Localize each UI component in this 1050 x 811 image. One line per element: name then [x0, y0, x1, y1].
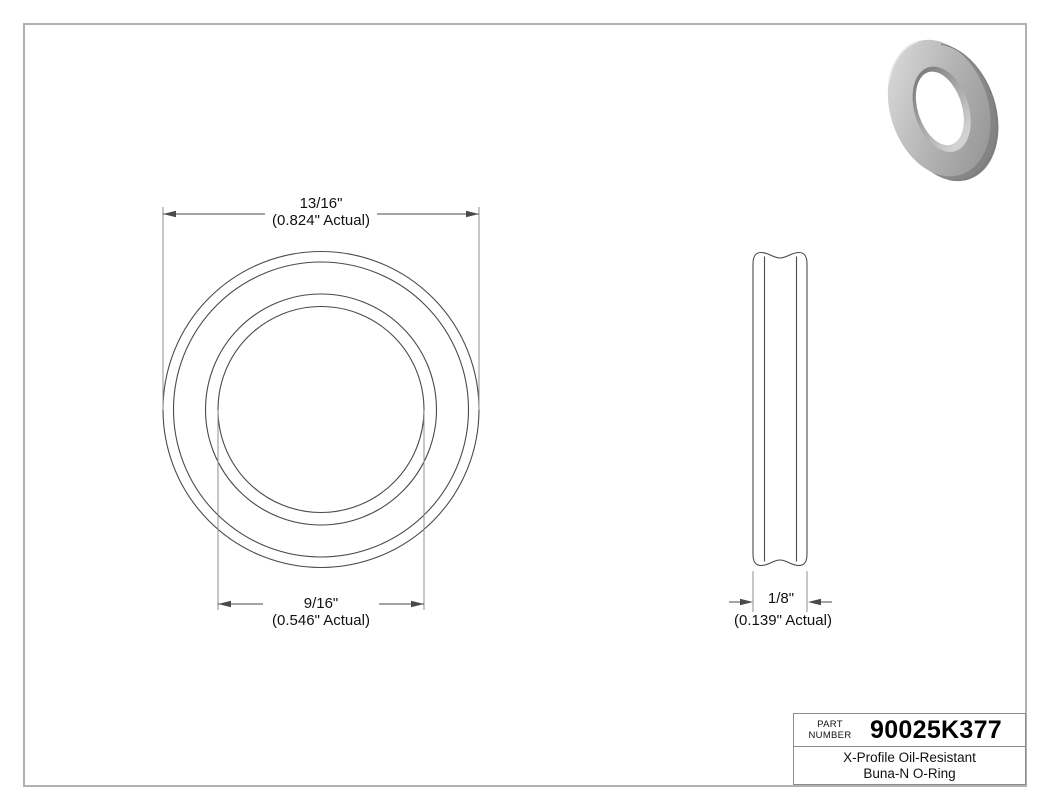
- part-number-row: [794, 714, 1025, 747]
- part-number-label-line2: NUMBER: [808, 730, 852, 741]
- id-dimension-nominal: 9/16": [303, 595, 339, 612]
- part-number-block: [793, 713, 1026, 785]
- od-dimension-nominal: 13/16": [299, 195, 343, 212]
- part-description-line1: X-Profile Oil-Resistant: [843, 750, 976, 765]
- extension-lines: [163, 207, 807, 612]
- front-view-oring: [163, 252, 479, 568]
- width-dimension-nominal: 1/8": [767, 590, 795, 607]
- oring-3d-render: [878, 25, 1013, 195]
- part-description: [794, 747, 1025, 782]
- id-dimension-actual: (0.546" Actual): [272, 612, 370, 629]
- od-dimension-actual: (0.824" Actual): [272, 212, 370, 229]
- side-view-profile: [753, 253, 807, 566]
- part-number-value: 90025K377: [870, 715, 1002, 744]
- width-dimension-actual: (0.139" Actual): [734, 612, 832, 629]
- part-number-label-line1: PART: [817, 719, 843, 730]
- part-number-label: [802, 719, 858, 741]
- part-description-line2: Buna-N O-Ring: [863, 766, 956, 781]
